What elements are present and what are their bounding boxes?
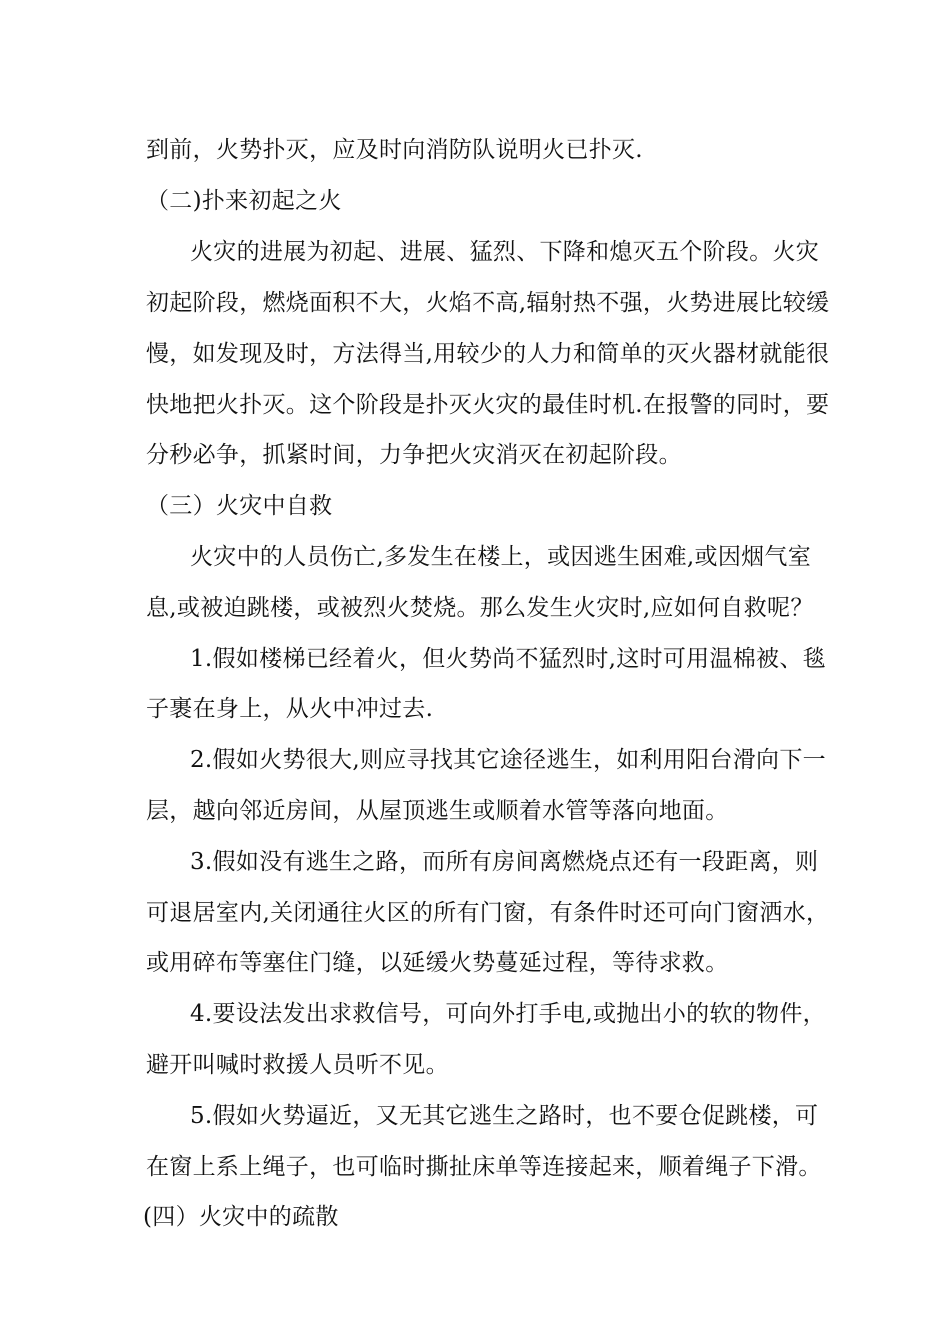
section-heading: （二)扑来初起之火 — [146, 188, 342, 214]
paragraph-line: 分秒必争，抓紧时间，力争把火灾消灭在初起阶段。 — [146, 442, 682, 468]
section-heading: (四）火灾中的疏散 — [143, 1204, 339, 1230]
list-item-line: 在窗上系上绳子，也可临时撕扯床单等连接起来，顺着绳子下滑。 — [146, 1154, 822, 1180]
paragraph-line: 火灾中的人员伤亡,多发生在楼上，或因逃生困难,或因烟气室 — [190, 544, 812, 570]
list-item-line: 4.要设法发出求救信号，可向外打手电,或抛出小的软的物件， — [190, 1001, 826, 1027]
paragraph-line: 息,或被迫跳楼，或被烈火焚烧。那么发生火灾时,应如何自救呢？ — [146, 595, 814, 621]
paragraph-line: 到前，火势扑灭，应及时向消防队说明火已扑灭. — [146, 137, 643, 163]
paragraph-line: 慢，如发现及时，方法得当,用较少的人力和简单的灭火器材就能很 — [146, 341, 830, 367]
paragraph-line: 初起阶段，燃烧面积不大，火焰不高,辐射热不强，火势进展比较缓 — [146, 290, 830, 316]
list-item-line: 子裹在身上，从火中冲过去. — [146, 696, 434, 722]
list-item-line: 3.假如没有逃生之路，而所有房间离燃烧点还有一段距离，则 — [190, 849, 819, 875]
list-item-line: 可退居室内,关闭通往火区的所有门窗，有条件时还可向门窗洒水， — [146, 900, 830, 926]
list-item-line: 5.假如火势逼近，又无其它逃生之路时，也不要仓促跳楼，可 — [190, 1103, 819, 1129]
paragraph-line: 火灾的进展为初起、进展、猛烈、下降和熄灭五个阶段。火灾 — [190, 239, 820, 265]
list-item-line: 1.假如楼梯已经着火，但火势尚不猛烈时,这时可用温棉被、毯 — [190, 646, 826, 672]
section-heading: （三）火灾中自救 — [146, 493, 333, 519]
paragraph-line: 快地把火扑灭。这个阶段是扑灭火灾的最佳时机.在报警的同时，要 — [146, 392, 830, 418]
list-item-line: 或用碎布等塞住门缝，以延缓火势蔓延过程，等待求救。 — [146, 950, 729, 976]
list-item-line: 避开叫喊时救援人员听不见。 — [146, 1052, 449, 1078]
list-item-line: 2.假如火势很大,则应寻找其它途径逃生，如利用阳台滑向下一 — [190, 747, 826, 773]
list-item-line: 层，越向邻近房间，从屋顶逃生或顺着水管等落向地面。 — [146, 798, 729, 824]
